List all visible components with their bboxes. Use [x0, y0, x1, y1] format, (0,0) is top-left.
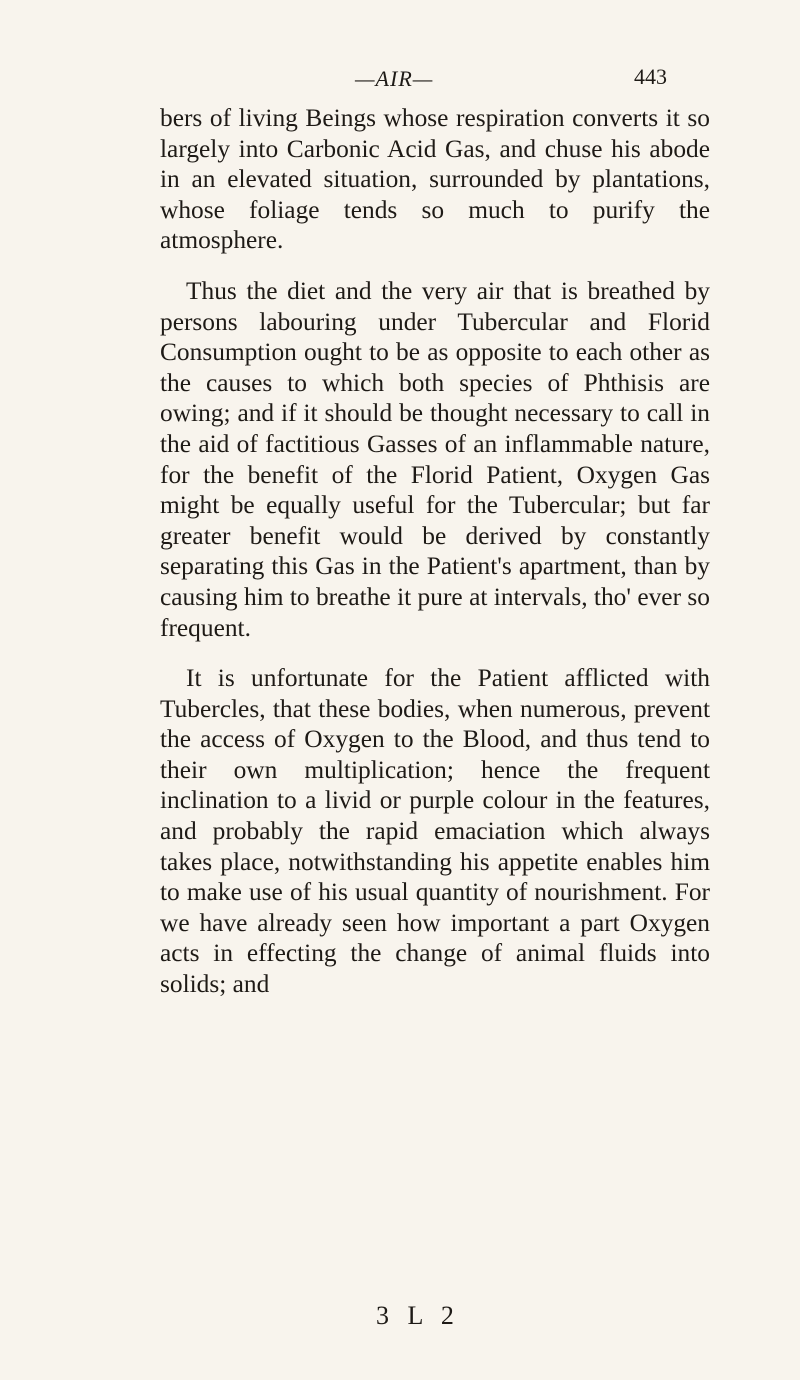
running-head	[0, 60, 800, 100]
signature-mark: 3 L 2	[376, 1301, 460, 1330]
body-text	[160, 103, 710, 1000]
running-title: —AIR—	[355, 66, 434, 91]
paragraph-tubercles: It is unfortunate for the Patient afflicted with Tubercles, that these bodies, when numerous, prevent the access of Oxygen to the Blood, and thus tend to their own multiplication; hence the frequent inclination to a livid or purple colour in the features, and probably the rapid emaciation which always takes place, notwithstanding his appetite enables him to make use of his usual quantity of nourishment. For we have already seen how important a part Oxygen acts in effecting the change of animal fluids into solids; and	[160, 664, 710, 999]
page-number: 443	[634, 64, 667, 89]
paragraph-diet-and-air: Thus the diet and the very air that is breathed by persons labouring under Tubercular and Florid Consumption ought to be as opposite to each other as the causes to which both species of Phthisis are owing; and if it should be thought necessary to call in the aid of factitious Gasses of an inflammable nature, for the benefit of the Florid Patient, Oxygen Gas might be equally useful for the Tubercular; but far greater benefit would be derived by constantly separating this Gas in the Patient's apartment, than by causing him to breathe it pure at intervals, tho' ever so frequent.	[160, 276, 710, 642]
paragraph-continuation: bers of living Beings whose respiration converts it so largely into Carbonic Acid Gas, and chuse his abode in an elevated situation, surrounded by plantations, whose foliage tends so much to purify the atmosphere.	[160, 104, 710, 255]
